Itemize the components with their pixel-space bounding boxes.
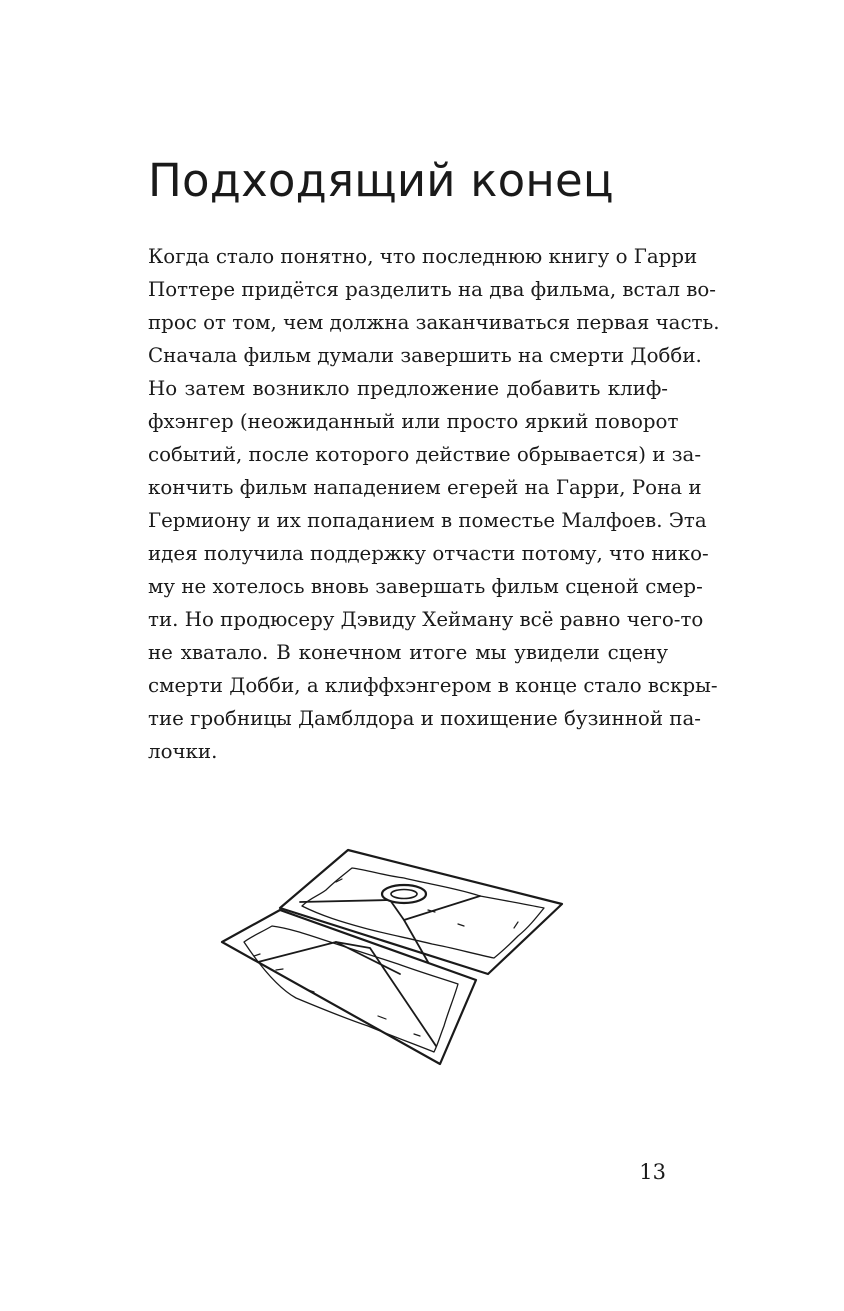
paragraph-line: тие гробницы Дамблдора и похищение бузинной па-	[148, 707, 701, 730]
paragraph-line: му не хотелось вновь завершать фильм сценой смер-	[148, 575, 703, 598]
paragraph-line: прос от том, чем должна заканчиваться первая часть.	[148, 311, 720, 334]
paragraph-line: фхэнгер (неожиданный или просто яркий поворот	[148, 410, 679, 433]
paragraph-line: Когда стало понятно, что последнюю книгу о Гарри	[148, 245, 698, 268]
paragraph-line: Но затем возникло предложение добавить клиф-	[148, 377, 668, 400]
paragraph-line: кончить фильм нападением егерей на Гарри, Рона и	[148, 476, 702, 499]
paragraph-line: Поттере придётся разделить на два фильма, встал во-	[148, 278, 716, 301]
page-title: Подходящий конец	[148, 154, 614, 207]
paragraph-line: смерти Добби, а клиффхэнгером в конце стало вскры-	[148, 674, 718, 697]
body-paragraph	[148, 240, 720, 768]
paragraph-line: Гермиону и их попаданием в поместье Малфоев. Эта	[148, 509, 707, 532]
paragraph-line: лочки.	[148, 740, 218, 763]
paragraph-line: не хватало. В конечном итоге мы увидели сцену	[148, 641, 668, 664]
paragraph-line: ти. Но продюсеру Дэвиду Хейману всё равно чего-то	[148, 608, 704, 631]
paragraph-line: идея получила поддержку отчасти потому, что нико-	[148, 542, 709, 565]
envelopes-icon	[218, 838, 576, 1070]
paragraph-line: событий, после которого действие обрывается) и за-	[148, 443, 702, 466]
paragraph-line: Сначала фильм думали завершить на смерти Добби.	[148, 344, 702, 367]
page-number: 13	[639, 1160, 666, 1184]
